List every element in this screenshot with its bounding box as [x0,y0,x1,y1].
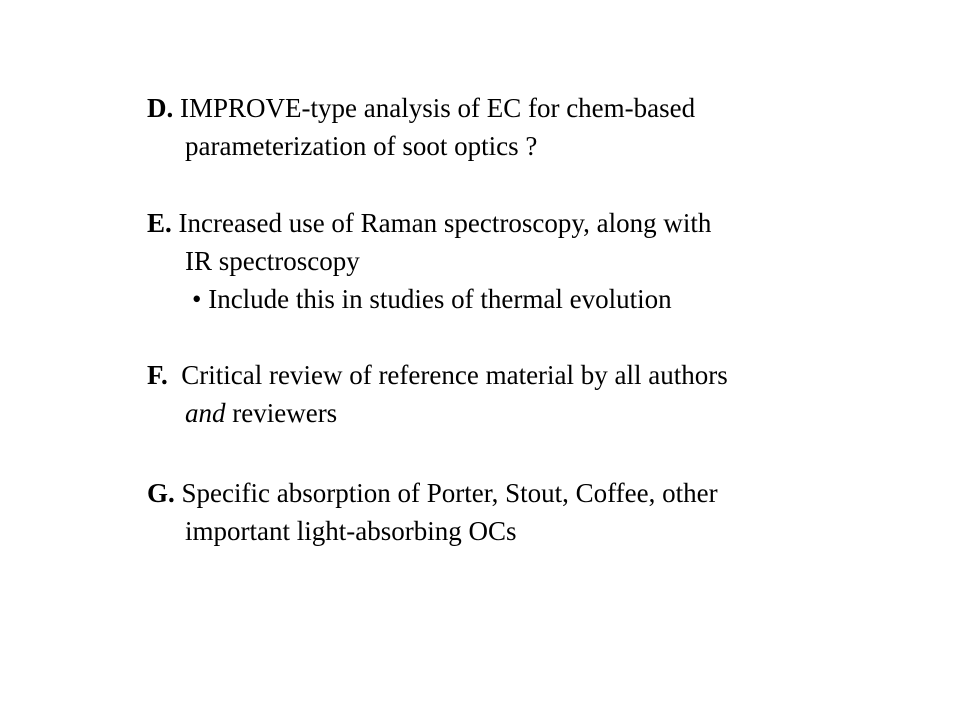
item-d-text: IMPROVE-type analysis of EC for chem-based [180,93,696,123]
item-g [147,474,867,550]
item-e-bullet-text: Include this in studies of thermal evolution [208,284,672,314]
item-e-line2: IR spectroscopy [185,246,360,276]
bullet-icon: • [192,284,202,314]
item-d-letter: D. [147,93,174,123]
item-g-text: Specific absorption of Porter, Stout, Coffee, other [181,478,718,508]
item-d-line1 [147,89,867,127]
item-e-bullet-line [147,280,867,318]
item-e-line1 [147,204,867,242]
item-f-text: Critical review of reference material by all authors [181,360,728,390]
item-f-emphasis: and [185,398,226,428]
item-f-letter: F. [147,360,168,390]
item-f [147,356,867,432]
item-d [147,89,867,165]
item-d-line2: parameterization of soot optics ? [185,131,538,161]
item-f-line2-rest: reviewers [232,398,338,428]
item-e [147,204,867,318]
item-f-line2 [147,394,867,432]
item-e-letter: E. [147,208,172,238]
item-g-line2: important light-absorbing OCs [185,516,517,546]
item-g-line1 [147,474,867,512]
item-e-text: Increased use of Raman spectroscopy, along with [178,208,712,238]
item-f-line1 [147,356,867,394]
item-g-letter: G. [147,478,175,508]
